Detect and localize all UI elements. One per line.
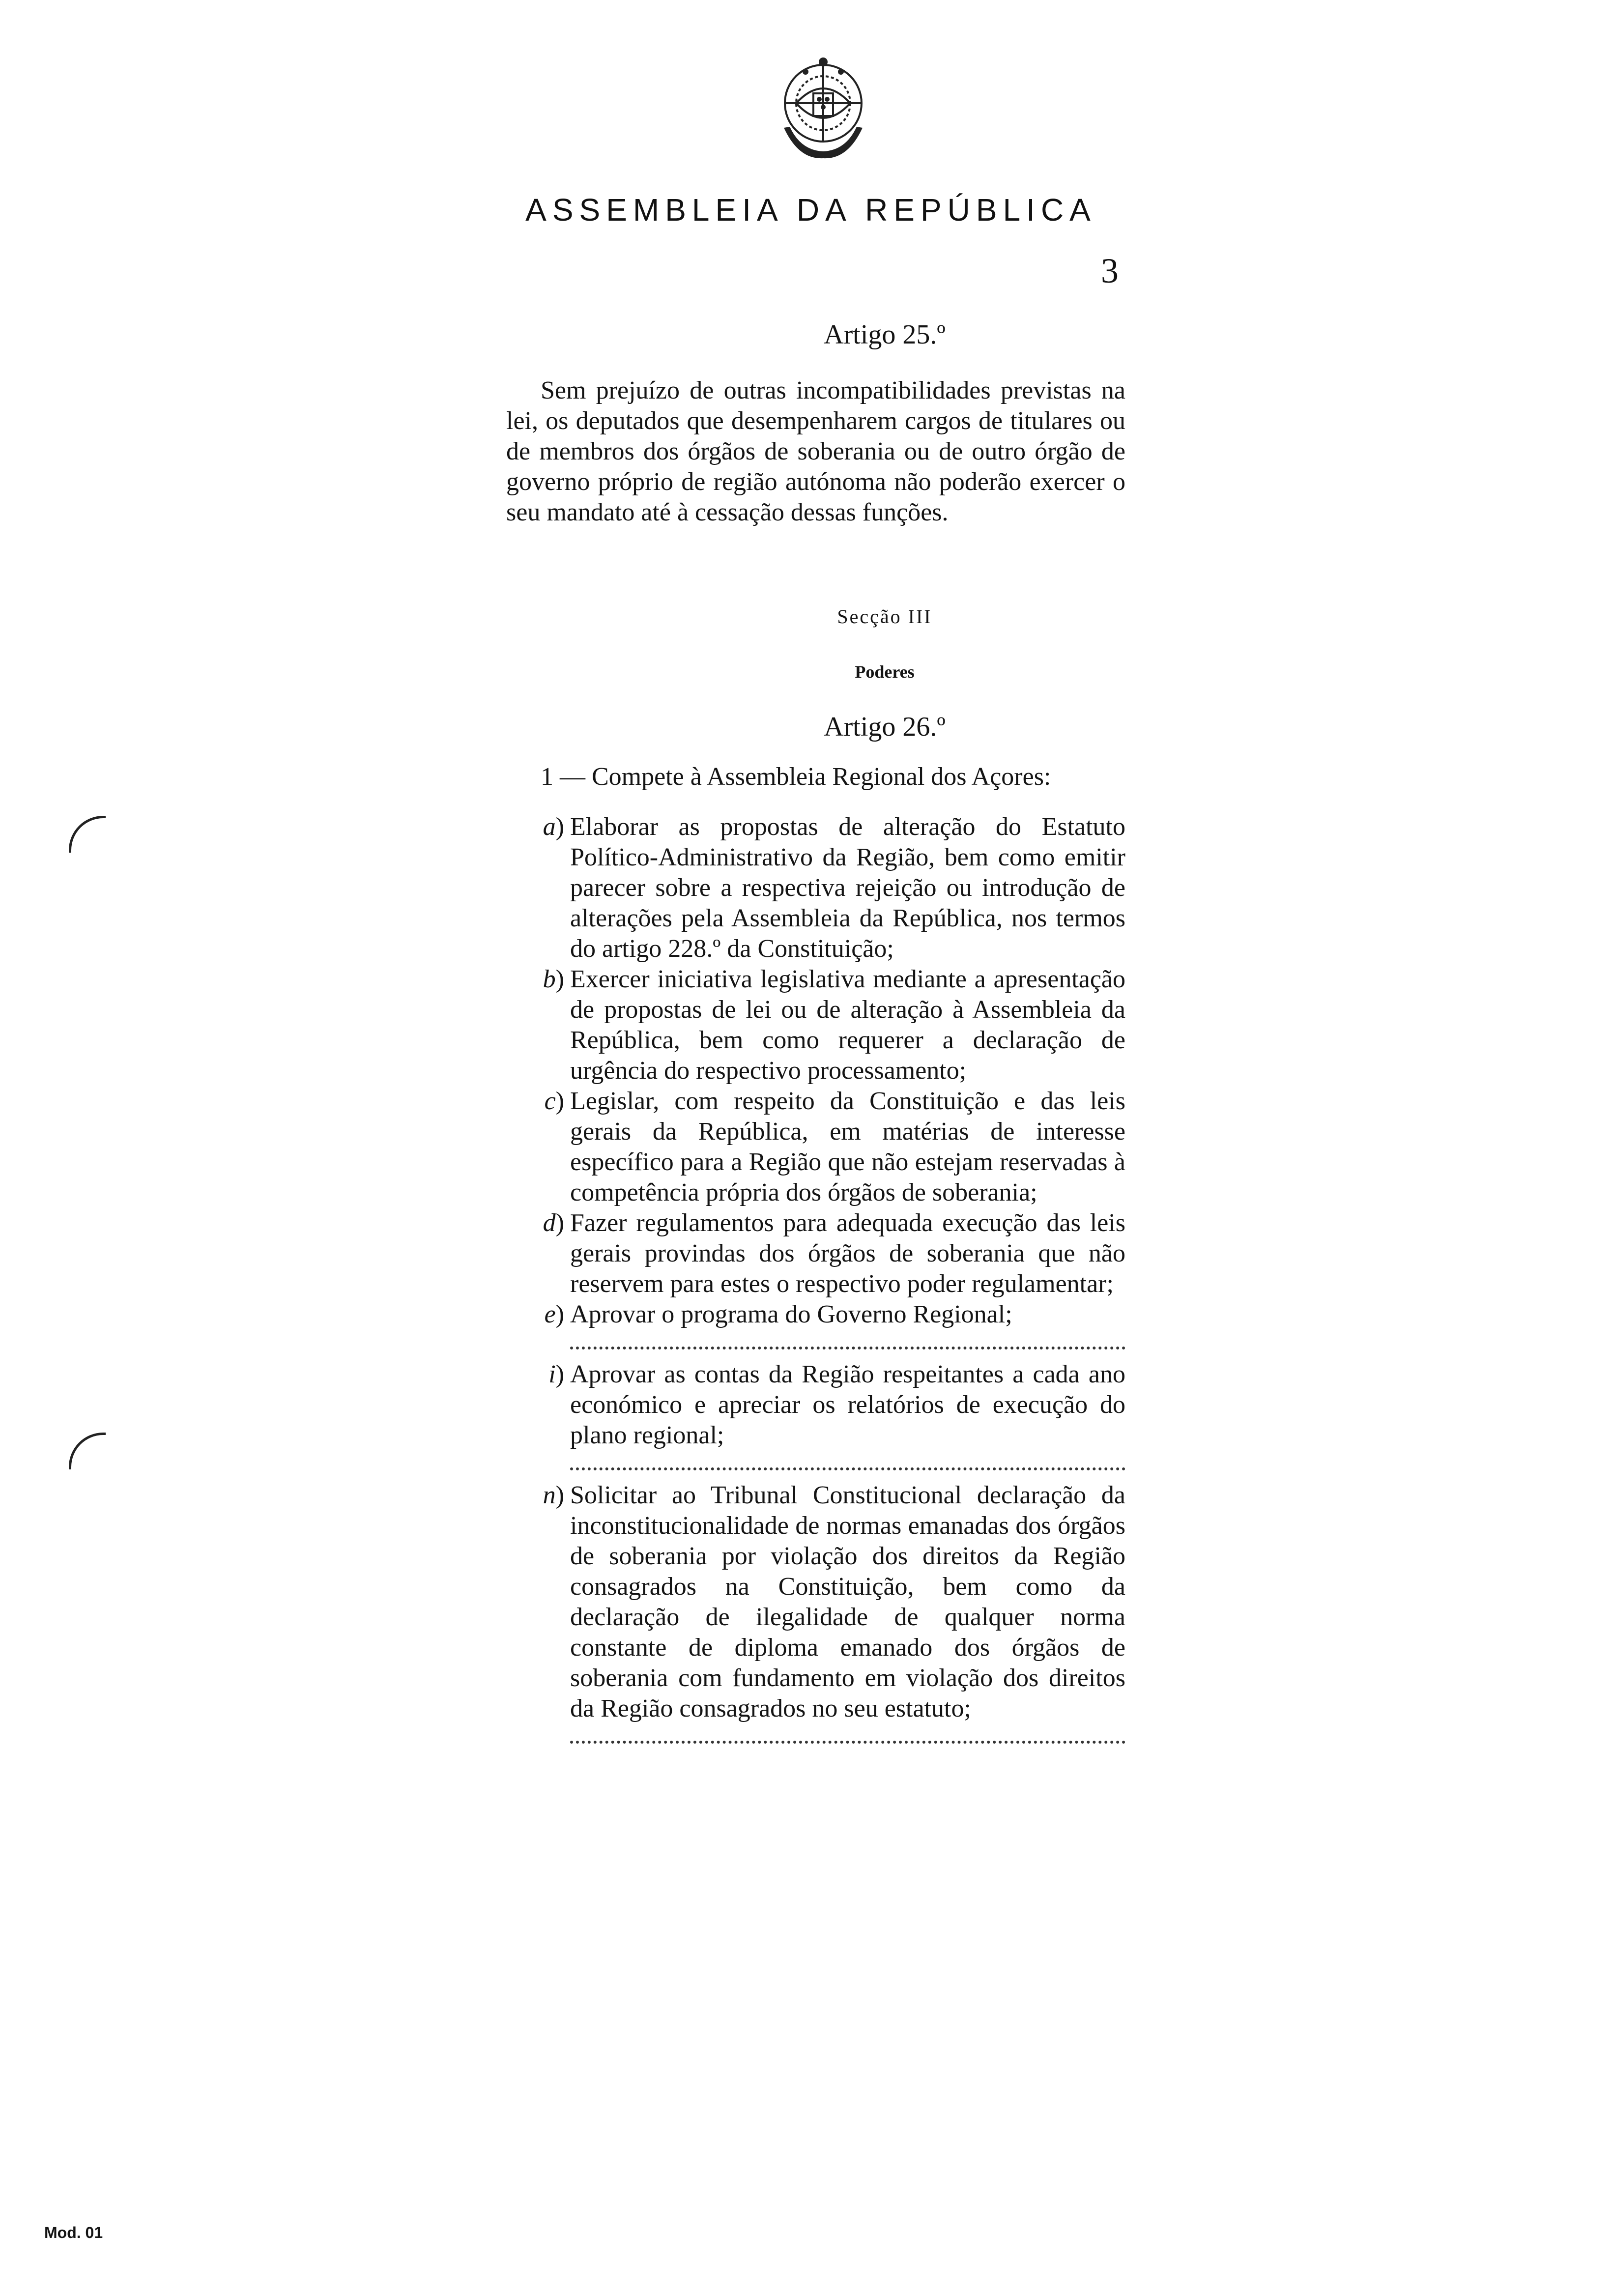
binding-hole-mark	[69, 1433, 106, 1469]
list-item	[506, 1086, 1125, 1208]
section-heading: Secção III	[837, 605, 932, 628]
list-item	[506, 1299, 1125, 1330]
page-title: ASSEMBLEIA DA REPÚBLICA	[525, 192, 1096, 228]
item-letter: c)	[544, 1087, 564, 1115]
list-item	[506, 1208, 1125, 1299]
item-letter: b)	[543, 965, 564, 993]
item-letter: e)	[544, 1300, 564, 1328]
list-item	[506, 812, 1125, 964]
omission-dotted-line	[570, 1464, 1125, 1470]
item-text: Solicitar ao Tribunal Constitucional declaração da inconstitucionalidade de normas emanadas dos órgãos de soberania por violação dos direitos da Região consagrados na Constituição, bem como da declaração de ilegalidade de qualquer norma constante de diploma emanado dos órgãos de soberania com fundamento em violação dos direitos da Região consagrados no seu estatuto;	[570, 1481, 1125, 1722]
article-25-paragraph: Sem prejuízo de outras incompatibilidades previstas na lei, os deputados que desempenharem cargos de titulares ou de membros dos órgãos de soberania ou de outro órgão de governo próprio de região autónoma não poderão exercer o seu mandato até à cessação dessas funções.	[506, 376, 1125, 526]
list-item	[506, 1480, 1125, 1724]
binding-hole-mark	[69, 816, 106, 853]
document-body	[506, 319, 1125, 1753]
item-text: Exercer iniciativa legislativa mediante a apresentação de propostas de lei ou de alteração à Assembleia da República, bem como requerer a declaração de urgência do respectivo processamento;	[570, 965, 1125, 1085]
article-26-heading: Artigo 26.º	[824, 712, 946, 742]
item-letter: i)	[548, 1360, 564, 1388]
section-subheading: Poderes	[855, 662, 915, 682]
item-text: Aprovar as contas da Região respeitantes a cada ano económico e apreciar os relatórios de execução do plano regional;	[570, 1360, 1125, 1449]
article-25-heading: Artigo 25.º	[824, 319, 946, 350]
article-26-item-list	[506, 812, 1125, 1744]
item-letter: a)	[543, 813, 564, 841]
list-item	[506, 964, 1125, 1086]
coat-of-arms-emblem-icon	[764, 44, 882, 167]
item-letter: n)	[543, 1481, 564, 1509]
form-code: Mod. 01	[44, 2224, 103, 2241]
item-text: Aprovar o programa do Governo Regional;	[570, 1300, 1012, 1328]
list-item	[506, 1359, 1125, 1451]
item-text: Legislar, com respeito da Constituição e das leis gerais da República, em matérias de interesse específico para a Região que não estejam reservadas à competência própria dos órgãos de soberania;	[570, 1087, 1125, 1206]
article-26-intro: 1 — Compete à Assembleia Regional dos Açores:	[541, 763, 1051, 791]
page-number: 3	[1101, 251, 1119, 290]
omission-dotted-line	[570, 1737, 1125, 1744]
omission-dotted-line	[570, 1343, 1125, 1349]
item-text: Elaborar as propostas de alteração do Estatuto Político-Administrativo da Região, bem como emitir parecer sobre a respectiva rejeição ou introdução de alterações pela Assembleia da República, nos termos do artigo 228.º da Constituição;	[570, 813, 1125, 963]
item-letter: d)	[543, 1209, 564, 1237]
item-text: Fazer regulamentos para adequada execução das leis gerais provindas dos órgãos de soberania que não reservem para estes o respectivo poder regulamentar;	[570, 1209, 1125, 1298]
